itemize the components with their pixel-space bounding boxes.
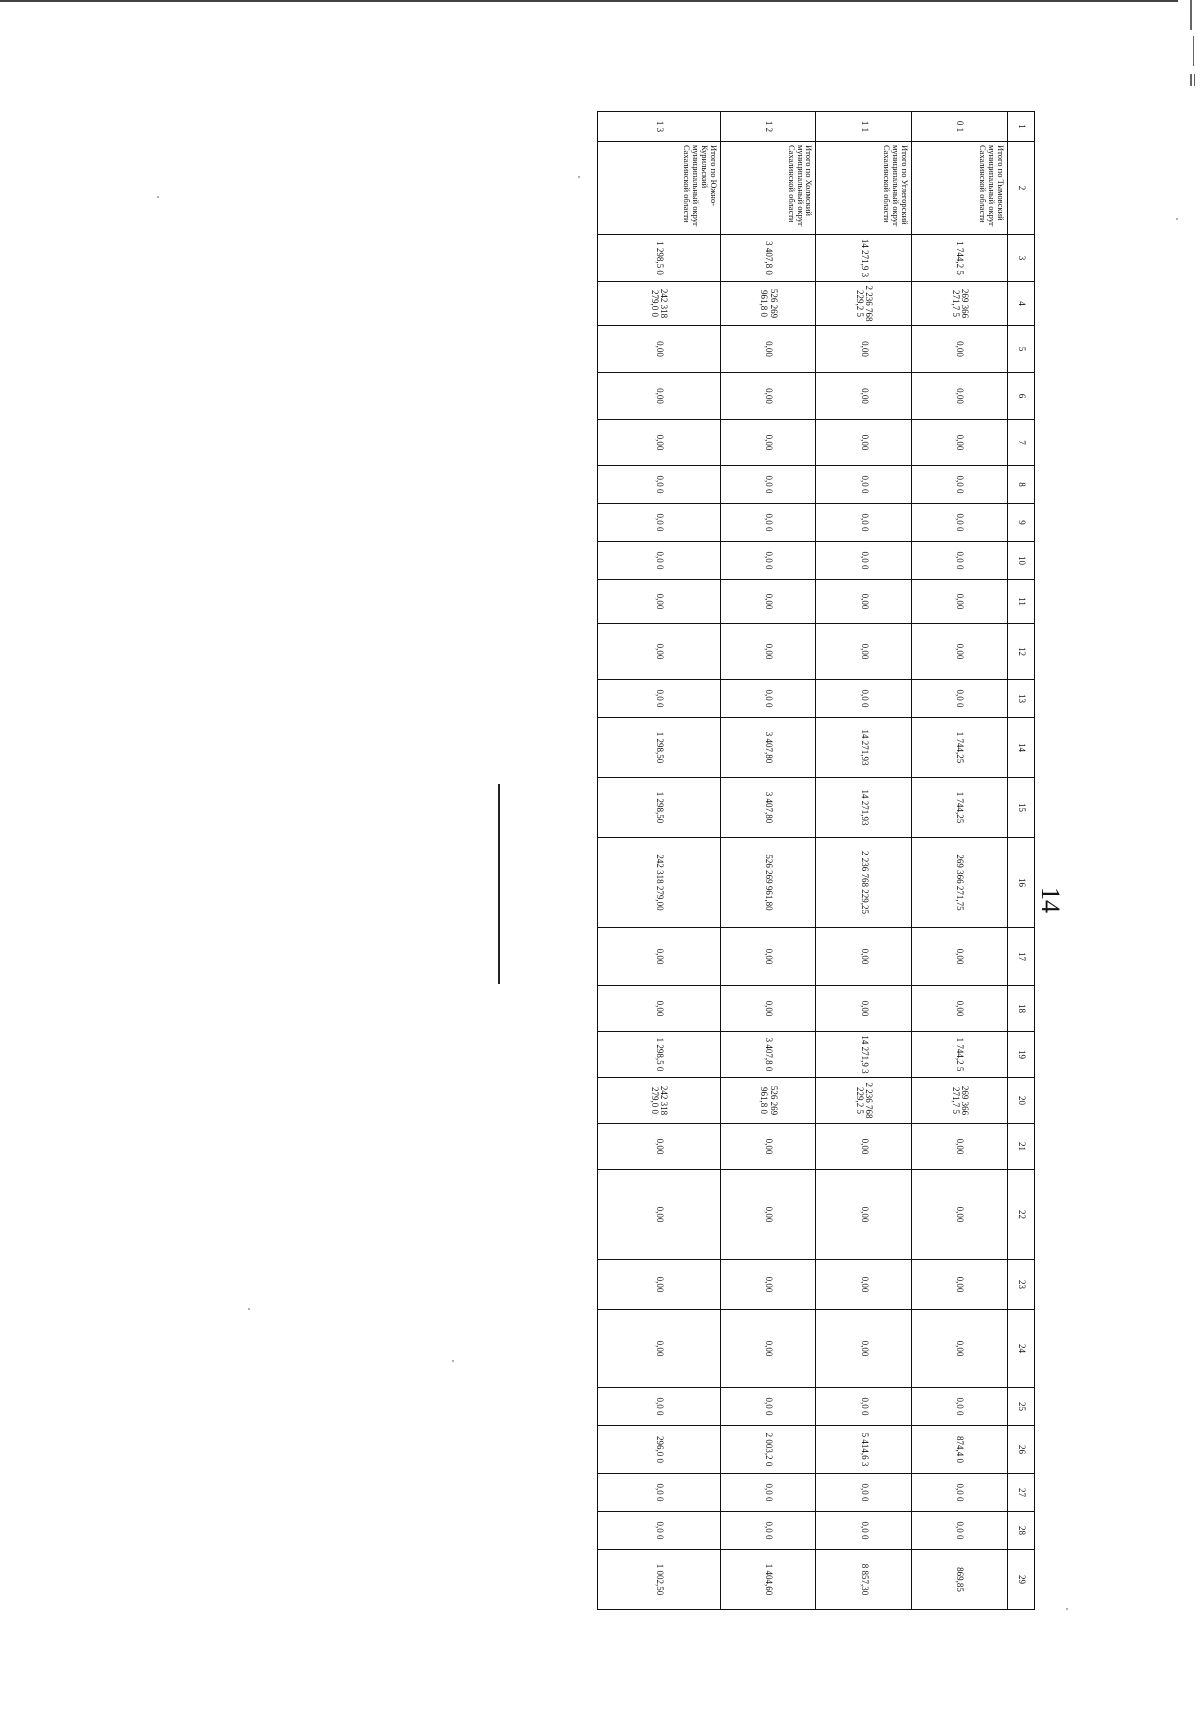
top-scan-rule [0,0,1178,2]
column-number: 9 [1008,504,1035,542]
table-cell: 242 318 279,0 0 [598,282,721,326]
scan-speck [157,196,159,198]
edge-mark [1190,74,1192,86]
table-cell: 0,0 0 [720,1388,816,1426]
table-cell: 0,0 0 [912,466,1008,504]
scan-speck [1066,1608,1068,1610]
table-cell: 2 236 768 229,2 5 [816,282,912,326]
table-cell: 0,0 0 [816,504,912,542]
table-cell: 0,00 [720,420,816,466]
table-cell: 0,00 [816,580,912,624]
table-cell: 0,00 [816,373,912,420]
table-cell: 0,00 [720,1124,816,1170]
table-cell: 0,00 [912,1170,1008,1260]
table-cell: 0,00 [598,373,721,420]
table-cell: 0,0 0 [912,504,1008,542]
table-cell: 0,0 0 [720,504,816,542]
table-cell: 0,00 [816,420,912,466]
table-cell: 0,0 0 [720,680,816,718]
table-cell: 1 404,60 [720,1550,816,1610]
column-number: 5 [1008,326,1035,373]
table-cell: 0,00 [816,986,912,1032]
scan-speck [248,1308,250,1310]
column-number-row [1008,112,1035,1610]
table-cell: 0,0 0 [720,1474,816,1512]
column-number: 27 [1008,1474,1035,1512]
table-cell: 0,0 0 [598,466,721,504]
column-number: 24 [1008,1310,1035,1388]
column-number: 23 [1008,1260,1035,1310]
table-cell: 0,0 0 [598,680,721,718]
column-number: 15 [1008,778,1035,838]
scan-speck [578,176,580,178]
table-cell: 8 857,30 [816,1550,912,1610]
table-cell: 14 271,9 3 [816,235,912,282]
table-cell: 1 298,5 0 [598,235,721,282]
table-cell: 0,00 [912,326,1008,373]
table-cell: 869,85 [912,1550,1008,1610]
table-cell: 269 366 271,7 5 [912,1078,1008,1124]
table-cell: 0,00 [598,1310,721,1388]
row-name: Итого по Южно-Курильский муниципальный округ Сахалинской области [598,142,721,235]
table-row [720,112,816,1610]
column-number: 17 [1008,928,1035,986]
report-table [597,111,1035,1610]
table-cell: 3 407,8 0 [720,235,816,282]
table-cell: 0,0 0 [816,1512,912,1550]
row-name: Итого по Холмский муниципальный округ Сахалинской области [720,142,816,235]
table-cell: 0,0 0 [720,466,816,504]
table-cell: 0,0 0 [912,680,1008,718]
table-cell: 0,00 [720,1310,816,1388]
column-number: 25 [1008,1388,1035,1426]
table-cell: 1 744,2 5 [912,235,1008,282]
column-number: 1 [1008,112,1035,142]
table-cell: 0,0 0 [912,1388,1008,1426]
table-cell: 3 407,80 [720,778,816,838]
row-number: 1 2 [720,112,816,142]
column-number: 10 [1008,542,1035,580]
table-cell: 0,0 0 [816,542,912,580]
table-cell: 0,00 [912,624,1008,680]
column-number: 21 [1008,1124,1035,1170]
column-number: 26 [1008,1426,1035,1474]
table-cell: 0,00 [720,928,816,986]
table-cell: 1 744,2 5 [912,1032,1008,1078]
table-cell: 14 271,93 [816,778,912,838]
table-cell: 0,00 [912,1260,1008,1310]
table-cell: 0,0 0 [598,504,721,542]
table-cell: 0,00 [912,420,1008,466]
table-cell: 0,00 [598,1260,721,1310]
table-cell: 0,00 [598,326,721,373]
table-cell: 5 414,6 3 [816,1426,912,1474]
table-cell: 296,0 0 [598,1426,721,1474]
column-number: 20 [1008,1078,1035,1124]
table-row [816,112,912,1610]
edge-mark [1190,0,1192,30]
table-cell: 526 269 961,8 0 [720,1078,816,1124]
column-number: 3 [1008,235,1035,282]
table-cell: 0,00 [912,986,1008,1032]
table-cell: 242 318 279,00 [598,838,721,928]
table-cell: 3 407,80 [720,718,816,778]
table-cell: 0,0 0 [720,1512,816,1550]
scan-speck [1176,218,1178,220]
column-number: 4 [1008,282,1035,326]
table-cell: 0,0 0 [912,1474,1008,1512]
table-cell: 0,0 0 [816,680,912,718]
table-cell: 0,00 [720,1170,816,1260]
page-number: 14 [1036,887,1065,913]
column-number: 8 [1008,466,1035,504]
table-cell: 0,00 [816,1124,912,1170]
row-name: Итого по Тымовский муниципальный округ Сахалинской области [912,142,1008,235]
table-cell: 0,00 [598,624,721,680]
table-cell: 14 271,9 3 [816,1032,912,1078]
row-number: 1 1 [816,112,912,142]
table-cell: 0,0 0 [816,1388,912,1426]
table-cell: 1 298,50 [598,718,721,778]
table-cell: 0,00 [598,580,721,624]
table-cell: 1 744,25 [912,778,1008,838]
column-number: 16 [1008,838,1035,928]
table-cell: 0,0 0 [816,466,912,504]
column-number: 7 [1008,420,1035,466]
table-row [598,112,721,1610]
column-number: 11 [1008,580,1035,624]
rotated-table-container [597,111,1035,1608]
scan-speck [452,1360,454,1362]
table-cell: 0,00 [720,326,816,373]
table-cell: 0,00 [816,326,912,373]
column-number: 6 [1008,373,1035,420]
table-cell: 0,00 [720,624,816,680]
table-cell: 526 269 961,80 [720,838,816,928]
table-cell: 0,0 0 [598,542,721,580]
table-cell: 0,00 [912,1310,1008,1388]
table-cell: 0,0 0 [598,1474,721,1512]
column-number: 2 [1008,142,1035,235]
table-cell: 0,00 [598,986,721,1032]
row-number: 1 3 [598,112,721,142]
table-cell: 1 298,50 [598,778,721,838]
row-number: 0 1 [912,112,1008,142]
edge-mark [1194,74,1195,86]
table-cell: 0,00 [598,1170,721,1260]
table-cell: 1 744,25 [912,718,1008,778]
table-cell: 0,0 0 [598,1512,721,1550]
table-cell: 526 269 961,8 0 [720,282,816,326]
table-cell: 3 407,8 0 [720,1032,816,1078]
table-row [912,112,1008,1610]
table-cell: 0,00 [720,986,816,1032]
table-cell: 0,00 [816,1260,912,1310]
table-cell: 0,00 [912,928,1008,986]
column-number: 12 [1008,624,1035,680]
table-cell: 0,00 [816,928,912,986]
table-cell: 874,4 0 [912,1426,1008,1474]
table-cell: 0,00 [720,580,816,624]
edge-mark [1193,36,1194,66]
table-cell: 0,0 0 [816,1474,912,1512]
row-name: Итого по Углегорский муниципальный округ Сахалинской области [816,142,912,235]
margin-bar [498,784,500,984]
table-cell: 0,00 [598,420,721,466]
table-cell: 0,00 [816,624,912,680]
table-cell: 1 002,50 [598,1550,721,1610]
table-cell: 0,00 [598,1124,721,1170]
table-cell: 0,00 [912,580,1008,624]
table-cell: 242 318 279,0 0 [598,1078,721,1124]
table-cell: 0,00 [912,1124,1008,1170]
column-number: 29 [1008,1550,1035,1610]
table-cell: 0,0 0 [598,1388,721,1426]
column-number: 18 [1008,986,1035,1032]
column-number: 28 [1008,1512,1035,1550]
table-cell: 0,00 [816,1170,912,1260]
table-cell: 2 236 768 229,25 [816,838,912,928]
table-cell: 0,0 0 [912,1512,1008,1550]
table-cell: 269 366 271,7 5 [912,282,1008,326]
table-cell: 2 003,2 0 [720,1426,816,1474]
column-number: 19 [1008,1032,1035,1078]
table-cell: 14 271,93 [816,718,912,778]
table-cell: 0,00 [816,1310,912,1388]
table-cell: 0,0 0 [912,542,1008,580]
column-number: 22 [1008,1170,1035,1260]
column-number: 14 [1008,718,1035,778]
table-cell: 2 236 768 229,2 5 [816,1078,912,1124]
table-cell: 0,00 [912,373,1008,420]
table-cell: 1 298,5 0 [598,1032,721,1078]
table-cell: 269 366 271,75 [912,838,1008,928]
table-cell: 0,0 0 [720,542,816,580]
table-cell: 0,00 [598,928,721,986]
table-cell: 0,00 [720,1260,816,1310]
table-cell: 0,00 [720,373,816,420]
column-number: 13 [1008,680,1035,718]
